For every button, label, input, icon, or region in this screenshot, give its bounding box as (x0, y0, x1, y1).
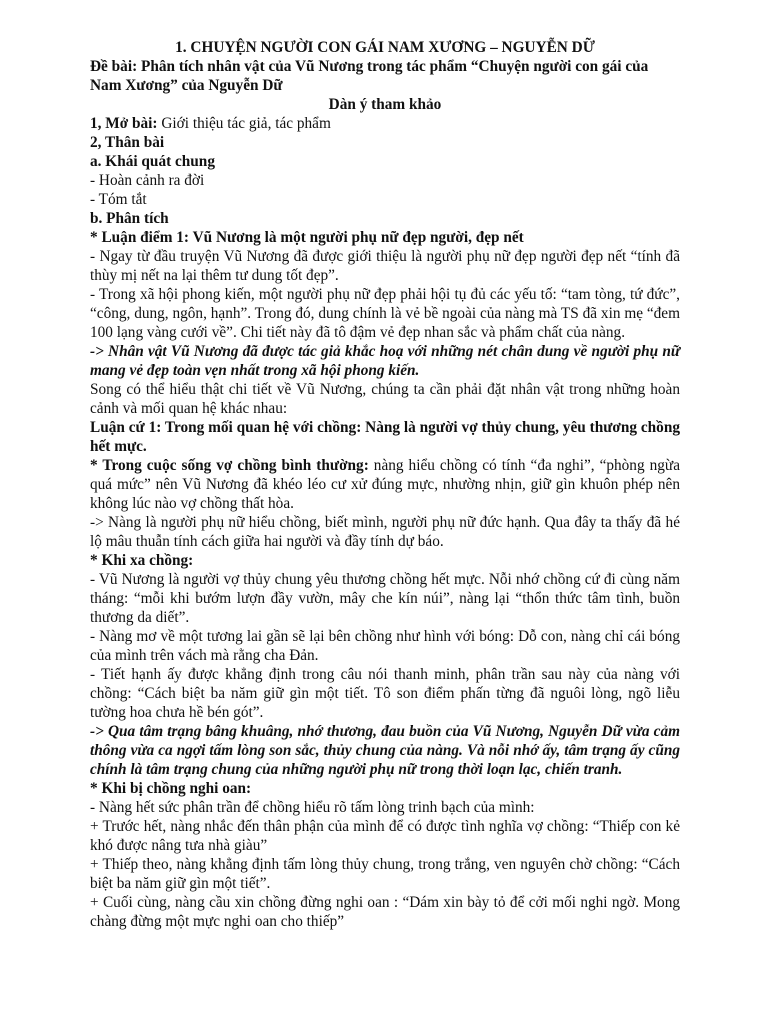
main-point-1: * Luận điểm 1: Vũ Nương là một người phụ nữ đẹp người, đẹp nết (90, 229, 524, 246)
paragraph (90, 456, 680, 513)
subheading-normal-life: * Trong cuộc sống vợ chồng bình thường: (90, 457, 369, 474)
normal-life-text: nàng hiểu chồng có tính “đa nghi”, “phòng ngừa quá mức” nên Vũ Nương đã khéo léo cư xử đúng mực, nhường nhịn, giữ gìn khuôn phép nên không lúc nào vợ chồng thất hòa. (90, 457, 680, 512)
subheading-suspected: * Khi bị chồng nghi oan: (90, 780, 252, 797)
paragraph: Song có thể hiểu thật chi tiết về Vũ Nương, chúng ta cần phải đặt nhân vật trong những hoàn cảnh và mối quan hệ khác nhau: (90, 381, 680, 417)
section-b-heading: b. Phân tích (90, 210, 169, 227)
paragraph: - Vũ Nương là người vợ thủy chung yêu thương chồng hết mực. Nỗi nhớ chồng cứ đi cùng năm tháng: “mỗi khi bướm lượn đầy vườn, mây che kín núi”, nàng lại “thổn thức tâm tình, buồn thương da diết”. (90, 571, 680, 626)
section-a-heading: a. Khái quát chung (90, 153, 215, 170)
assignment-label: Đề bài: (90, 58, 138, 75)
document-page (90, 38, 680, 931)
paragraph: - Nàng mơ về một tương lai gần sẽ lại bên chồng như hình với bóng: Dỗ con, nàng chỉ cái bóng của mình trên vách mà rằng cha Đản. (90, 628, 680, 664)
section-a-item: - Tóm tắt (90, 191, 147, 208)
paragraph: + Thiếp theo, nàng khẳng định tấm lòng thủy chung, trong trắng, ven nguyên chờ chồng: “Cách biệt ba năm giữ gìn một tiết”. (90, 856, 680, 892)
outline-heading: Dàn ý tham khảo (328, 96, 442, 113)
intro-text: Giới thiệu tác giả, tác phẩm (157, 115, 331, 132)
intro-line (90, 114, 680, 133)
paragraph: - Tiết hạnh ấy được khẳng định trong câu nói thanh minh, phân trần sau này của nàng với chồng: “Cách biệt ba năm giữ gìn một tiết. Tô son điểm phấn từng đã nguôi lòng, ngõ liễu tường hoa chưa hề bén gót”. (90, 666, 680, 721)
assignment-prompt (90, 57, 680, 95)
body-heading: 2, Thân bài (90, 134, 165, 151)
conclusion-paragraph: -> Nhân vật Vũ Nương đã được tác giả khắc hoạ với những nét chân dung về người phụ nữ mang vẻ đẹp toàn vẹn nhất trong xã hội phong kiến. (90, 343, 680, 379)
subheading-away: * Khi xa chồng: (90, 552, 194, 569)
document-title: 1. CHUYỆN NGƯỜI CON GÁI NAM XƯƠNG – NGUYỄN DỮ (175, 39, 595, 56)
conclusion-paragraph: -> Qua tâm trạng bâng khuâng, nhớ thương, đau buồn của Vũ Nương, Nguyễn Dữ vừa cảm thông vừa ca ngợi tấm lòng son sắc, thủy chung của nàng. Và nỗi nhớ ấy, tâm trạng ấy cũng chính là tâm trạng chung của những người phụ nữ trong thời loạn lạc, chiến tranh. (90, 723, 680, 778)
section-a-item: - Hoàn cảnh ra đời (90, 172, 205, 189)
intro-label: 1, Mở bài: (90, 115, 158, 132)
paragraph: - Ngay từ đầu truyện Vũ Nương đã được giới thiệu là người phụ nữ đẹp người đẹp nết “tính đã thùy mị nết na lại thêm tư dung tốt đẹp”. (90, 248, 680, 284)
paragraph: -> Nàng là người phụ nữ hiểu chồng, biết mình, người phụ nữ đức hạnh. Qua đây ta thấy đã hé lộ mâu thuẫn tính cách giữa hai người và đầy tính dự báo. (90, 514, 680, 550)
paragraph: + Cuối cùng, nàng cầu xin chồng đừng nghi oan : “Dám xin bày tỏ để cởi mối nghi ngờ. Mong chàng đừng một mực nghi oan cho thiếp” (90, 894, 680, 930)
paragraph: + Trước hết, nàng nhắc đến thân phận của mình để có được tình nghĩa vợ chồng: “Thiếp con kẻ khó được nâng tưa nhà giàu” (90, 818, 680, 854)
paragraph: - Trong xã hội phong kiến, một người phụ nữ đẹp phải hội tụ đủ các yếu tố: “tam tòng, tứ đức”, “công, dung, ngôn, hạnh”. Trong đó, dung chính là vẻ bề ngoài của nàng mà TS đã xin mẹ “đem 100 lạng vàng cưới về”. Chi tiết này đã tô đậm vẻ đẹp nhan sắc và phẩm chất của nàng. (90, 286, 680, 341)
paragraph: - Nàng hết sức phân trần để chồng hiểu rõ tấm lòng trinh bạch của mình: (90, 799, 535, 816)
argument-1: Luận cứ 1: Trong mối quan hệ với chồng: Nàng là người vợ thủy chung, yêu thương chồng hết mực. (90, 419, 680, 455)
assignment-text: Phân tích nhân vật của Vũ Nương trong tác phẩm “Chuyện người con gái của Nam Xương” của Nguyễn Dữ (90, 58, 649, 94)
